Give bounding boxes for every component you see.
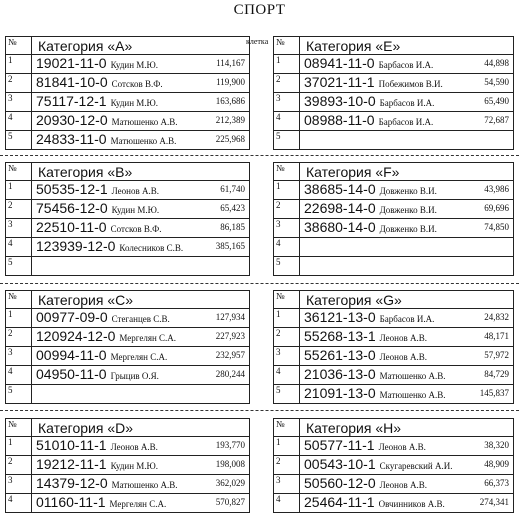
- row-code: 14379-12-0: [36, 475, 108, 491]
- row-name: Леонов А.В.: [378, 442, 426, 452]
- row-code: 04950-11-0: [36, 366, 107, 382]
- row-content: [300, 494, 514, 513]
- kletka-label: клетка: [246, 37, 269, 46]
- row-code: 50535-12-1: [36, 181, 108, 197]
- row-value: 163,686: [215, 96, 245, 106]
- row-content: [300, 55, 514, 74]
- row-name: Стеганцев С.В.: [111, 314, 170, 324]
- page-title: СПОРТ: [233, 2, 286, 18]
- category-table-left: [5, 162, 250, 276]
- row-name: Скугаревский А.И.: [379, 461, 453, 471]
- row-number: 2: [274, 328, 300, 347]
- row-name: Леонов А.В.: [379, 352, 427, 362]
- row-code: 55268-13-1: [304, 328, 376, 344]
- row-code: 51010-11-1: [36, 437, 107, 453]
- row-code: 00543-10-1: [304, 456, 376, 472]
- row-content: [32, 131, 250, 150]
- table-row: [274, 112, 514, 131]
- row-value: 72,687: [484, 115, 509, 125]
- row-value: 66,373: [484, 478, 509, 488]
- table-row: [274, 366, 514, 385]
- table-row: [274, 181, 514, 200]
- row-value: 86,185: [220, 222, 245, 232]
- row-value: 54,590: [484, 77, 509, 87]
- row-value: 65,490: [484, 96, 509, 106]
- table-row: [274, 437, 514, 456]
- row-content: [32, 328, 250, 347]
- row-name: Мергелян С.А.: [109, 499, 167, 509]
- row-value: 119,900: [216, 77, 245, 87]
- row-value: 274,341: [479, 497, 509, 507]
- row-content: [300, 385, 514, 404]
- row-number: 4: [274, 494, 300, 513]
- row-content: [32, 309, 250, 328]
- row-value: 127,934: [215, 312, 245, 322]
- row-value: 65,423: [220, 203, 245, 213]
- row-value: 24,832: [484, 312, 509, 322]
- row-code: 55261-13-0: [304, 347, 376, 363]
- row-name: Колесников С.В.: [119, 243, 184, 253]
- row-name: Довженко В.И.: [379, 186, 437, 196]
- row-content: [300, 93, 514, 112]
- row-value: 570,827: [215, 497, 245, 507]
- category-title: Категория «C»: [32, 291, 250, 309]
- table-row: [274, 200, 514, 219]
- row-name: Довженко В.И.: [379, 224, 437, 234]
- category-title: Категория «H»: [300, 419, 514, 437]
- row-value: 145,837: [479, 388, 509, 398]
- row-name: Сотсков В.Ф.: [110, 224, 162, 234]
- row-code: 81841-10-0: [36, 74, 108, 90]
- row-name: Барбасов И.А.: [379, 314, 435, 324]
- category-title: Категория «D»: [32, 419, 250, 437]
- row-code: 37021-11-1: [304, 74, 375, 90]
- row-number: 4: [274, 112, 300, 131]
- row-content: [300, 219, 514, 238]
- row-value: 69,696: [484, 203, 509, 213]
- row-value: 48,909: [484, 459, 509, 469]
- row-name: Барбасов И.А.: [378, 117, 434, 127]
- row-name: Грыцив О.Я.: [110, 371, 159, 381]
- row-number: 5: [274, 385, 300, 404]
- row-number: 3: [6, 475, 32, 494]
- table-row: [6, 366, 250, 385]
- row-code: 08941-11-0: [304, 55, 375, 71]
- row-code: 01160-11-1: [36, 494, 106, 510]
- row-code: 36121-13-0: [304, 309, 376, 325]
- row-number: 3: [274, 347, 300, 366]
- category-table-left: [5, 290, 250, 404]
- row-content: [300, 328, 514, 347]
- row-content: [32, 437, 250, 456]
- table-row: [274, 347, 514, 366]
- row-content: [300, 437, 514, 456]
- row-number: 3: [6, 219, 32, 238]
- row-name: Кудин М.Ю.: [110, 60, 159, 70]
- row-content: [300, 257, 514, 276]
- category-title: Категория «G»: [300, 291, 514, 309]
- row-number: 2: [6, 328, 32, 347]
- row-number: 3: [6, 347, 32, 366]
- row-code: 25464-11-1: [304, 494, 375, 510]
- row-name: Кудин М.Ю.: [110, 98, 159, 108]
- row-number: 4: [274, 366, 300, 385]
- table-row: [6, 55, 250, 74]
- row-value: 74,850: [484, 222, 509, 232]
- row-number: 2: [6, 74, 32, 93]
- row-code: 19212-11-1: [36, 456, 107, 472]
- table-row: [6, 112, 250, 131]
- row-name: Матюшенко А.В.: [379, 390, 446, 400]
- category-title: Категория «B»: [32, 163, 250, 181]
- num-header: №: [6, 291, 32, 309]
- row-number: 3: [274, 219, 300, 238]
- num-header: №: [274, 419, 300, 437]
- row-content: [32, 219, 250, 238]
- table-row: [6, 131, 250, 150]
- row-name: Матюшенко А.В.: [379, 371, 446, 381]
- row-value: 225,968: [215, 134, 245, 144]
- num-header: №: [274, 291, 300, 309]
- table-row: [274, 309, 514, 328]
- row-value: 61,740: [220, 184, 245, 194]
- row-code: 38680-14-0: [304, 219, 376, 235]
- row-number: 5: [6, 257, 32, 276]
- row-content: [32, 347, 250, 366]
- num-header: №: [6, 163, 32, 181]
- row-number: 5: [274, 131, 300, 150]
- row-name: Овчинников А.В.: [378, 499, 445, 509]
- row-code: 08988-11-0: [304, 112, 375, 128]
- row-name: Леонов А.В.: [110, 442, 158, 452]
- row-content: [300, 112, 514, 131]
- table-row: [6, 74, 250, 93]
- table-row: [274, 494, 514, 513]
- row-number: 2: [6, 456, 32, 475]
- category-title: Категория «A»: [32, 37, 250, 55]
- num-header: №: [274, 163, 300, 181]
- row-code: 123939-12-0: [36, 238, 116, 254]
- row-content: [300, 309, 514, 328]
- row-value: 38,320: [484, 440, 509, 450]
- row-number: 2: [6, 200, 32, 219]
- row-value: 232,957: [215, 350, 245, 360]
- row-name: Матюшенко А.В.: [111, 480, 178, 490]
- row-content: [300, 238, 514, 257]
- category-table-right: [273, 36, 514, 150]
- row-name: Кудин М.Ю.: [111, 205, 160, 215]
- row-number: 4: [6, 366, 32, 385]
- row-code: 38685-14-0: [304, 181, 376, 197]
- row-number: 4: [6, 112, 32, 131]
- row-name: Барбасов И.А.: [378, 60, 434, 70]
- table-row: [274, 328, 514, 347]
- row-name: Довженко В.И.: [379, 205, 437, 215]
- row-value: 212,389: [215, 115, 245, 125]
- row-content: [32, 366, 250, 385]
- row-code: 21036-13-0: [304, 366, 376, 382]
- row-name: Сотсков В.Ф.: [111, 79, 163, 89]
- row-value: 385,165: [215, 241, 245, 251]
- category-table-right: [273, 418, 514, 513]
- table-row: [274, 93, 514, 112]
- table-row: [274, 219, 514, 238]
- row-content: [32, 200, 250, 219]
- row-number: 3: [274, 475, 300, 494]
- category-table-left: [5, 36, 250, 150]
- row-value: 227,923: [215, 331, 245, 341]
- row-value: 44,898: [484, 58, 509, 68]
- row-number: 1: [274, 309, 300, 328]
- row-code: 00994-11-0: [36, 347, 107, 363]
- table-row: [274, 74, 514, 93]
- num-header: №: [274, 37, 300, 55]
- row-number: 2: [274, 74, 300, 93]
- row-value: 48,171: [484, 331, 509, 341]
- row-number: 3: [6, 93, 32, 112]
- cut-line: [0, 283, 519, 284]
- row-code: 22510-11-0: [36, 219, 107, 235]
- table-row: [6, 328, 250, 347]
- table-row: [274, 385, 514, 404]
- row-value: 280,244: [215, 369, 245, 379]
- row-content: [32, 93, 250, 112]
- row-value: 57,972: [484, 350, 509, 360]
- row-number: 4: [6, 494, 32, 513]
- row-code: 00977-09-0: [36, 309, 108, 325]
- row-content: [32, 456, 250, 475]
- row-content: [300, 181, 514, 200]
- num-header: №: [6, 419, 32, 437]
- row-code: 50560-12-0: [304, 475, 376, 491]
- table-row: [6, 200, 250, 219]
- row-number: 1: [274, 437, 300, 456]
- row-content: [32, 74, 250, 93]
- table-row: [6, 456, 250, 475]
- table-row: [6, 475, 250, 494]
- row-code: 24833-11-0: [36, 131, 107, 147]
- row-name: Матюшенко А.В.: [111, 117, 178, 127]
- row-content: [32, 55, 250, 74]
- row-code: 19021-11-0: [36, 55, 107, 71]
- category-title: Категория «E»: [300, 37, 514, 55]
- table-row: [274, 131, 514, 150]
- table-row: [6, 437, 250, 456]
- table-row: [6, 494, 250, 513]
- row-name: Кудин М.Ю.: [110, 461, 159, 471]
- row-number: 2: [274, 200, 300, 219]
- row-name: Леонов А.В.: [111, 186, 159, 196]
- row-number: 5: [274, 257, 300, 276]
- row-value: 84,729: [484, 369, 509, 379]
- row-content: [300, 131, 514, 150]
- category-title: Категория «F»: [300, 163, 514, 181]
- category-table-right: [273, 162, 514, 276]
- table-row: [6, 257, 250, 276]
- row-number: 1: [6, 437, 32, 456]
- cut-line: [0, 410, 519, 411]
- row-name: Мергелян С.А.: [110, 352, 168, 362]
- row-content: [32, 385, 250, 404]
- row-code: 50577-11-1: [304, 437, 375, 453]
- row-number: 3: [274, 93, 300, 112]
- category-table-right: [273, 290, 514, 404]
- row-name: Леонов А.В.: [379, 333, 427, 343]
- row-content: [300, 456, 514, 475]
- row-content: [300, 366, 514, 385]
- row-name: Барбасов И.А.: [379, 98, 435, 108]
- row-number: 5: [6, 131, 32, 150]
- row-content: [32, 494, 250, 513]
- row-number: 1: [6, 55, 32, 74]
- row-number: 5: [6, 385, 32, 404]
- row-value: 43,986: [484, 184, 509, 194]
- table-row: [6, 219, 250, 238]
- row-code: 120924-12-0: [36, 328, 116, 344]
- row-number: 1: [6, 181, 32, 200]
- cut-line: [0, 155, 519, 156]
- row-content: [32, 181, 250, 200]
- table-row: [274, 238, 514, 257]
- table-row: [274, 257, 514, 276]
- row-content: [32, 238, 250, 257]
- row-number: 1: [274, 55, 300, 74]
- row-content: [32, 475, 250, 494]
- row-number: 4: [274, 238, 300, 257]
- row-name: Леонов А.В.: [379, 480, 427, 490]
- row-content: [300, 74, 514, 93]
- row-content: [32, 257, 250, 276]
- table-row: [274, 456, 514, 475]
- row-number: 2: [274, 456, 300, 475]
- table-row: [6, 347, 250, 366]
- row-code: 22698-14-0: [304, 200, 376, 216]
- row-code: 39893-10-0: [304, 93, 376, 109]
- row-code: 21091-13-0: [304, 385, 376, 401]
- row-value: 362,029: [215, 478, 245, 488]
- category-table-left: [5, 418, 250, 513]
- row-number: 1: [274, 181, 300, 200]
- row-content: [300, 200, 514, 219]
- row-code: 20930-12-0: [36, 112, 108, 128]
- row-value: 114,167: [216, 58, 245, 68]
- table-row: [274, 55, 514, 74]
- num-header: №: [6, 37, 32, 55]
- row-number: 1: [6, 309, 32, 328]
- table-row: [6, 238, 250, 257]
- row-value: 198,008: [215, 459, 245, 469]
- table-row: [6, 181, 250, 200]
- row-number: 4: [6, 238, 32, 257]
- row-name: Мергелян С.А.: [119, 333, 177, 343]
- row-value: 193,770: [215, 440, 245, 450]
- row-content: [300, 475, 514, 494]
- row-code: 75456-12-0: [36, 200, 108, 216]
- row-content: [300, 347, 514, 366]
- table-row: [6, 385, 250, 404]
- table-row: [274, 475, 514, 494]
- row-name: Матюшенко А.В.: [110, 136, 177, 146]
- table-row: [6, 309, 250, 328]
- row-name: Побежимов В.И.: [378, 79, 443, 89]
- row-code: 75117-12-1: [36, 93, 107, 109]
- row-content: [32, 112, 250, 131]
- table-row: [6, 93, 250, 112]
